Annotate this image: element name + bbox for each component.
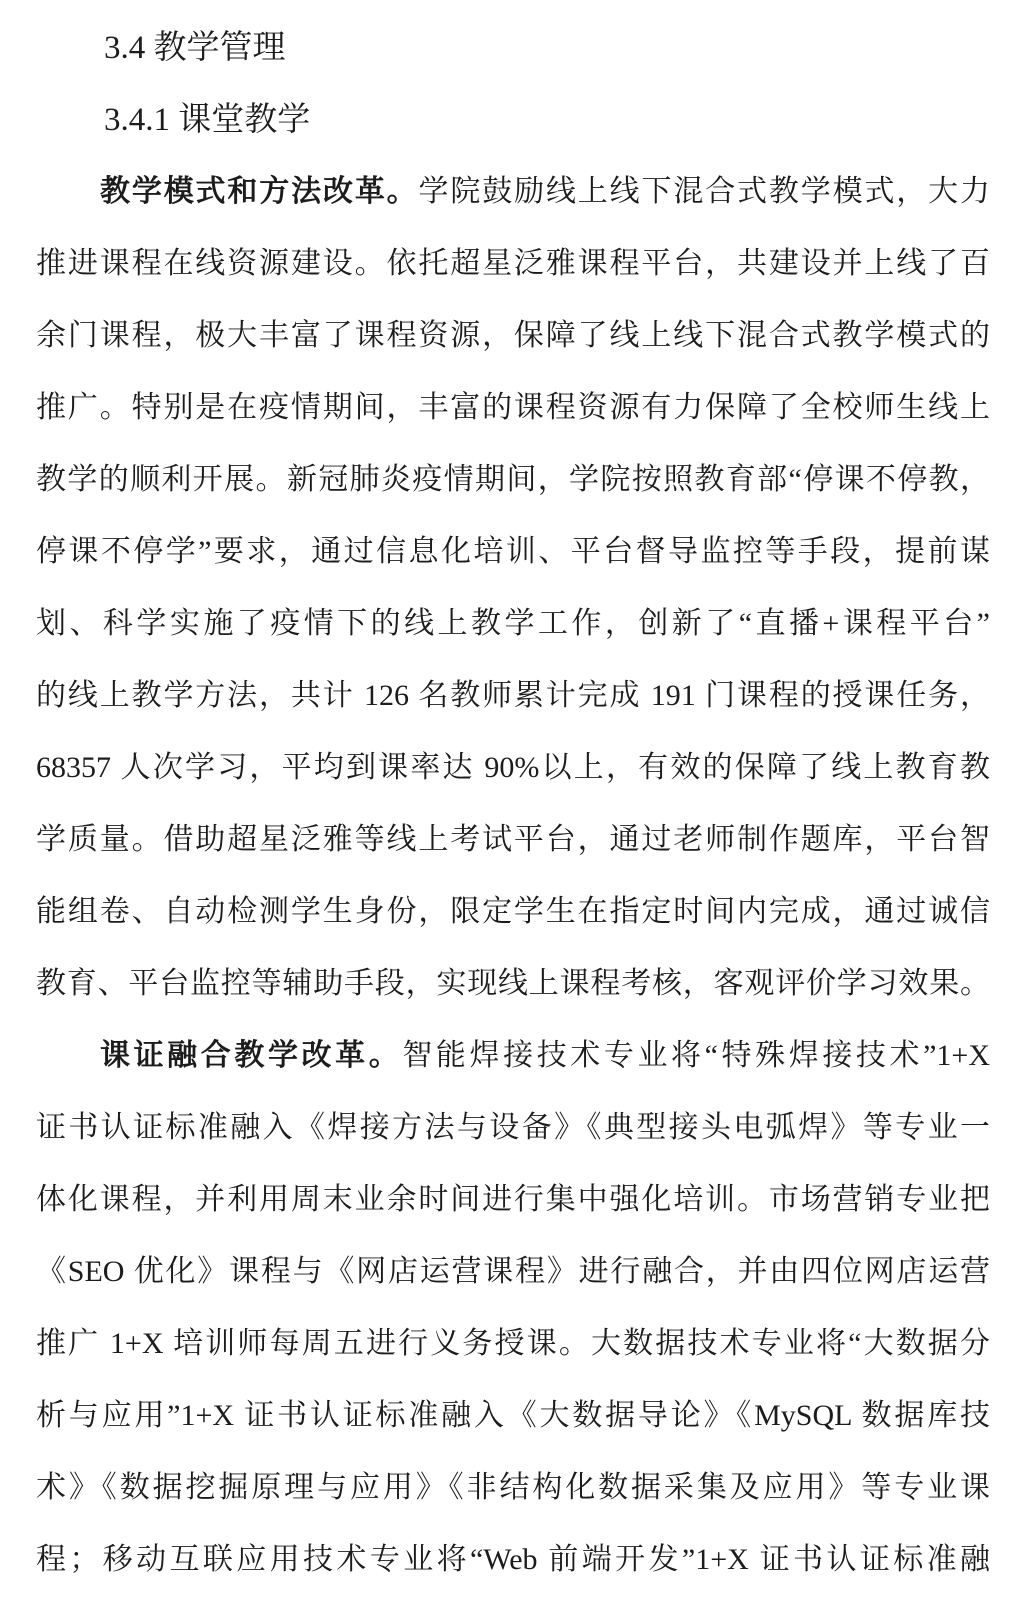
paragraph-teaching-mode xyxy=(36,156,990,1020)
text-line xyxy=(36,156,990,228)
line-text: 智能焊接技术专业将“特殊焊接技术”1+X xyxy=(402,1039,990,1072)
text-line: 术》《数据挖掘原理与应用》《非结构化数据采集及应用》等专业课 xyxy=(36,1471,990,1504)
paragraph-lead: 课证融合教学改革。 xyxy=(100,1039,403,1072)
text-line: 余门课程，极大丰富了课程资源，保障了线上线下混合式教学模式的 xyxy=(36,319,990,352)
text-line: 程；移动互联应用技术专业将“Web 前端开发”1+X 证书认证标准融 xyxy=(36,1543,990,1576)
text-line: 推广。特别是在疫情期间，丰富的课程资源有力保障了全校师生线上 xyxy=(36,391,990,424)
text-line: 的线上教学方法，共计 126 名教师累计完成 191 门课程的授课任务， xyxy=(36,679,990,712)
text-line xyxy=(36,1020,990,1092)
text-line: 推广 1+X 培训师每周五进行义务授课。大数据技术专业将“大数据分 xyxy=(36,1327,990,1360)
text-line: 教育、平台监控等辅助手段，实现线上课程考核，客观评价学习效果。 xyxy=(36,967,990,1000)
text-line: 学质量。借助超星泛雅等线上考试平台，通过老师制作题库，平台智 xyxy=(36,823,990,856)
line-text: 学院鼓励线上线下混合式教学模式，大力 xyxy=(418,175,990,208)
text-line: 68357 人次学习，平均到课率达 90%以上，有效的保障了线上教育教 xyxy=(36,751,990,784)
text-line: 划、科学实施了疫情下的线上教学工作，创新了“直播+课程平台” xyxy=(36,607,990,640)
text-line: 《SEO 优化》课程与《网店运营课程》进行融合，并由四位网店运营 xyxy=(36,1255,990,1288)
paragraph-lead: 教学模式和方法改革。 xyxy=(100,175,419,208)
text-line: 教学的顺利开展。新冠肺炎疫情期间，学院按照教育部“停课不停教， xyxy=(36,463,990,496)
text-line: 体化课程，并利用周末业余时间进行集中强化培训。市场营销专业把 xyxy=(36,1183,990,1216)
text-line: 推进课程在线资源建设。依托超星泛雅课程平台，共建设并上线了百 xyxy=(36,247,990,280)
text-line: 析与应用”1+X 证书认证标准融入《大数据导论》《MySQL 数据库技 xyxy=(36,1399,990,1432)
text-line: 能组卷、自动检测学生身份，限定学生在指定时间内完成，通过诚信 xyxy=(36,895,990,928)
text-line: 停课不停学”要求，通过信息化培训、平台督导监控等手段，提前谋 xyxy=(36,535,990,568)
text-line: 证书认证标准融入《焊接方法与设备》《典型接头电弧焊》等专业一 xyxy=(36,1111,990,1144)
section-heading: 3.4 教学管理 xyxy=(104,30,286,66)
paragraph-certificate-integration xyxy=(36,1020,990,1596)
subsection-heading: 3.4.1 课堂教学 xyxy=(104,102,311,138)
